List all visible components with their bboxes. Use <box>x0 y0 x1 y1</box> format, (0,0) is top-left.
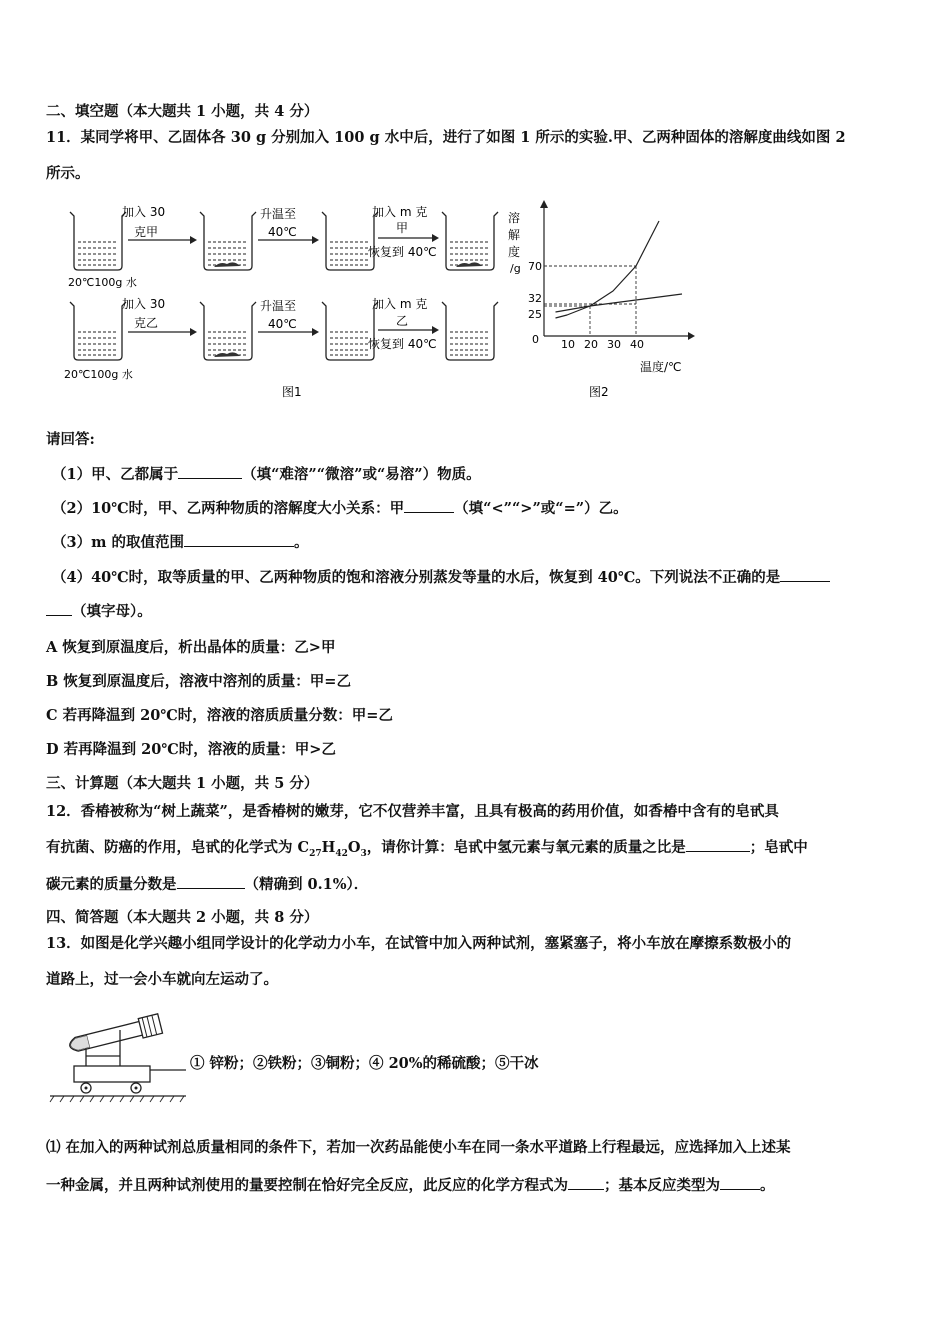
row2-start-label: 20℃100g 水 <box>64 368 133 381</box>
row1-arrow-1-head <box>190 236 197 244</box>
row1-step1-top: 加入 30 <box>122 205 166 219</box>
y-label-char-4: /g <box>510 262 521 275</box>
q12-sub-o: 3 <box>360 848 367 859</box>
y-tick-label-25: 25 <box>528 308 542 321</box>
stopper <box>138 1014 162 1038</box>
y-tick-label-32: 32 <box>528 292 542 305</box>
q12-line3-text-a: 碳元素的质量分数是 <box>46 876 177 893</box>
q13-text-line1: 13．如图是化学兴趣小组同学设计的化学动力小车，在试管中加入两种试剂，塞紧塞子，将小车放在摩擦系数极小的 <box>46 935 792 952</box>
q11-part4-text-a: （4）40℃时，取等质量的甲、乙两种物质的饱和溶液分别蒸发等量的水后，恢复到 40℃。下列说法不正确的是 <box>52 569 781 586</box>
y-label-char-1: 溶 <box>508 211 521 225</box>
q13-sub1-line2 <box>46 1175 775 1196</box>
q12-o: O <box>347 839 361 856</box>
row2-beaker-3 <box>322 302 378 360</box>
row2-beaker-1 <box>70 302 126 360</box>
chart-ticks <box>528 260 644 351</box>
q13-sub1-text-c: 。 <box>760 1177 775 1194</box>
q12-sub-h: 42 <box>335 848 348 859</box>
q11-part4-blank-2[interactable] <box>46 601 72 616</box>
q12-blank-2[interactable] <box>177 874 245 889</box>
q13-sub1-text-a: 一种金属，并且两种试剂使用的量要控制在恰好完全反应，此反应的化学方程式为 <box>46 1177 568 1194</box>
q13-text-line2: 道路上，过一会小车就向左运动了。 <box>46 971 278 988</box>
q12-line2-text-a: 有抗菌、防癌的作用，皂甙的化学式为 C <box>46 839 310 856</box>
road-hatching <box>50 1096 184 1102</box>
option-d: D 若再降温到 20℃时，溶液的质量：甲>乙 <box>46 741 336 758</box>
q12-sub-c: 27 <box>309 848 322 859</box>
figure-2-caption: 图2 <box>589 385 609 399</box>
q11-text-line2: 所示。 <box>46 165 90 182</box>
q11-part3-blank[interactable] <box>184 532 294 547</box>
figure-2-solubility-chart <box>500 196 700 406</box>
series-line-yi <box>556 294 683 312</box>
chart-guides <box>544 266 636 336</box>
chemical-cart-figure <box>46 1008 196 1106</box>
option-c: C 若再降温到 20℃时，溶液的溶质质量分数：甲=乙 <box>46 707 393 724</box>
row2-beaker-2 <box>200 302 256 360</box>
row2-step3-top: 加入 m 克 <box>372 297 428 311</box>
x-tick-label-10: 10 <box>561 338 575 351</box>
row2-arrow-2-head <box>312 328 319 336</box>
q12-text-line2 <box>46 837 808 864</box>
x-axis-label: 温度/℃ <box>640 360 682 374</box>
answer-prompt: 请回答: <box>46 431 95 448</box>
row1-start-label: 20℃100g 水 <box>68 276 137 289</box>
row2-step2-top: 升温至 <box>260 299 297 313</box>
q12-line2-text-b: ，请你计算：皂甙中氢元素与氧元素的质量之比是 <box>366 839 686 856</box>
row1-beaker-2 <box>200 212 256 270</box>
q13-reaction-type-blank[interactable] <box>720 1175 760 1190</box>
y-label-char-2: 解 <box>508 228 521 242</box>
row1-beaker-4 <box>442 212 498 270</box>
q13-sub1-text-b: ；基本反应类型为 <box>604 1177 720 1194</box>
q11-part3-text-a: （3）m 的取值范围 <box>52 534 184 551</box>
y-axis-arrow <box>540 200 548 208</box>
x-tick-label-20: 20 <box>584 338 598 351</box>
chart-series <box>556 221 683 318</box>
cart-body <box>74 1066 150 1082</box>
q11-part4-blank-1[interactable] <box>780 567 830 582</box>
row1-step3-top: 加入 m 克 <box>372 205 428 219</box>
q11-part3-text-b: 。 <box>293 534 309 551</box>
section3-heading: 三、计算题（本大题共 1 小题，共 5 分） <box>46 775 319 792</box>
q11-part2-text-b: （填“<”“>”或“=”）乙。 <box>454 500 628 517</box>
row2-step3-mid: 乙 <box>396 314 409 328</box>
q12-blank-1[interactable] <box>686 837 750 852</box>
q11-part4-text-b: （填字母）。 <box>72 603 152 620</box>
section4-heading: 四、简答题（本大题共 2 小题，共 8 分） <box>46 909 319 926</box>
q11-part2 <box>52 498 628 519</box>
row2-step1-bottom: 克乙 <box>134 316 159 330</box>
q11-text-line1: 11．某同学将甲、乙固体各 30 g 分别加入 100 g 水中后，进行了如图 1 所示的实验.甲、乙两种固体的溶解度曲线如图 2 <box>46 129 846 146</box>
q11-part3 <box>52 532 308 553</box>
row2-arrow-1-head <box>190 328 197 336</box>
q11-part2-blank[interactable] <box>404 498 454 513</box>
q13-equation-blank[interactable] <box>568 1175 604 1190</box>
test-tube <box>67 1014 162 1056</box>
x-axis-arrow <box>688 332 695 340</box>
reagent-list: ① 锌粉；②铁粉；③铜粉；④ 20%的稀硫酸；⑤干冰 <box>190 1055 539 1072</box>
x-tick-label-40: 40 <box>630 338 644 351</box>
row1-beaker-1 <box>70 212 126 270</box>
q12-text-line1: 12．香椿被称为“树上蔬菜”，是香椿树的嫩芽，它不仅营养丰富，且具有极高的药用价值，如香椿中含有的皂甙具 <box>46 803 779 820</box>
y-label-char-3: 度 <box>508 245 521 259</box>
row1-step3-mid: 甲 <box>396 221 409 235</box>
q12-h: H <box>321 839 336 856</box>
row1-arrow-2-head <box>312 236 319 244</box>
row1-beaker-3 <box>322 212 378 270</box>
q13-sub1-line1: ⑴ 在加入的两种试剂总质量相同的条件下，若加一次药品能使小车在同一条水平道路上行程最远，应选择加入上述某 <box>46 1139 791 1156</box>
chart-axes <box>540 200 695 340</box>
figure-1-caption: 图1 <box>282 385 302 399</box>
q11-part4-line1 <box>52 567 830 588</box>
q12-line3-text-b: （精确到 0.1%）． <box>244 876 369 893</box>
q11-part1-text-a: （1）甲、乙都属于 <box>52 466 179 483</box>
row1-step3-bottom: 恢复到 40℃ <box>368 245 437 259</box>
q11-part1 <box>52 464 481 485</box>
x-tick-label-30: 30 <box>607 338 621 351</box>
row2-step3-bottom: 恢复到 40℃ <box>368 337 437 351</box>
section2-heading: 二、填空题（本大题共 1 小题，共 4 分） <box>46 103 319 120</box>
row1-step2-bottom: 40℃ <box>268 225 297 239</box>
row1-step1-bottom: 克甲 <box>134 225 159 239</box>
q12-text-line3 <box>46 874 368 895</box>
q11-part4-line2 <box>46 601 152 622</box>
row2-beaker-4 <box>442 302 498 360</box>
row2-step1-top: 加入 30 <box>122 297 166 311</box>
y-tick-label-70: 70 <box>528 260 542 273</box>
chart-origin: 0 <box>532 333 539 346</box>
option-a: A 恢复到原温度后，析出晶体的质量：乙>甲 <box>46 639 336 656</box>
figure-1 <box>60 198 520 408</box>
q11-part1-blank[interactable] <box>178 464 242 479</box>
option-b: B 恢复到原温度后，溶液中溶剂的质量：甲=乙 <box>46 673 351 690</box>
row1-arrow-3-head <box>432 234 439 242</box>
q12-line2-text-c: ；皂甙中 <box>749 839 808 856</box>
q11-part2-text-a: （2）10℃时，甲、乙两种物质的溶解度大小关系：甲 <box>52 500 405 517</box>
row1-step2-top: 升温至 <box>260 207 297 221</box>
row2-arrow-3-head <box>432 326 439 334</box>
q11-part1-text-b: （填“难溶”“微溶”或“易溶”）物质。 <box>242 466 481 483</box>
row2-step2-bottom: 40℃ <box>268 317 297 331</box>
